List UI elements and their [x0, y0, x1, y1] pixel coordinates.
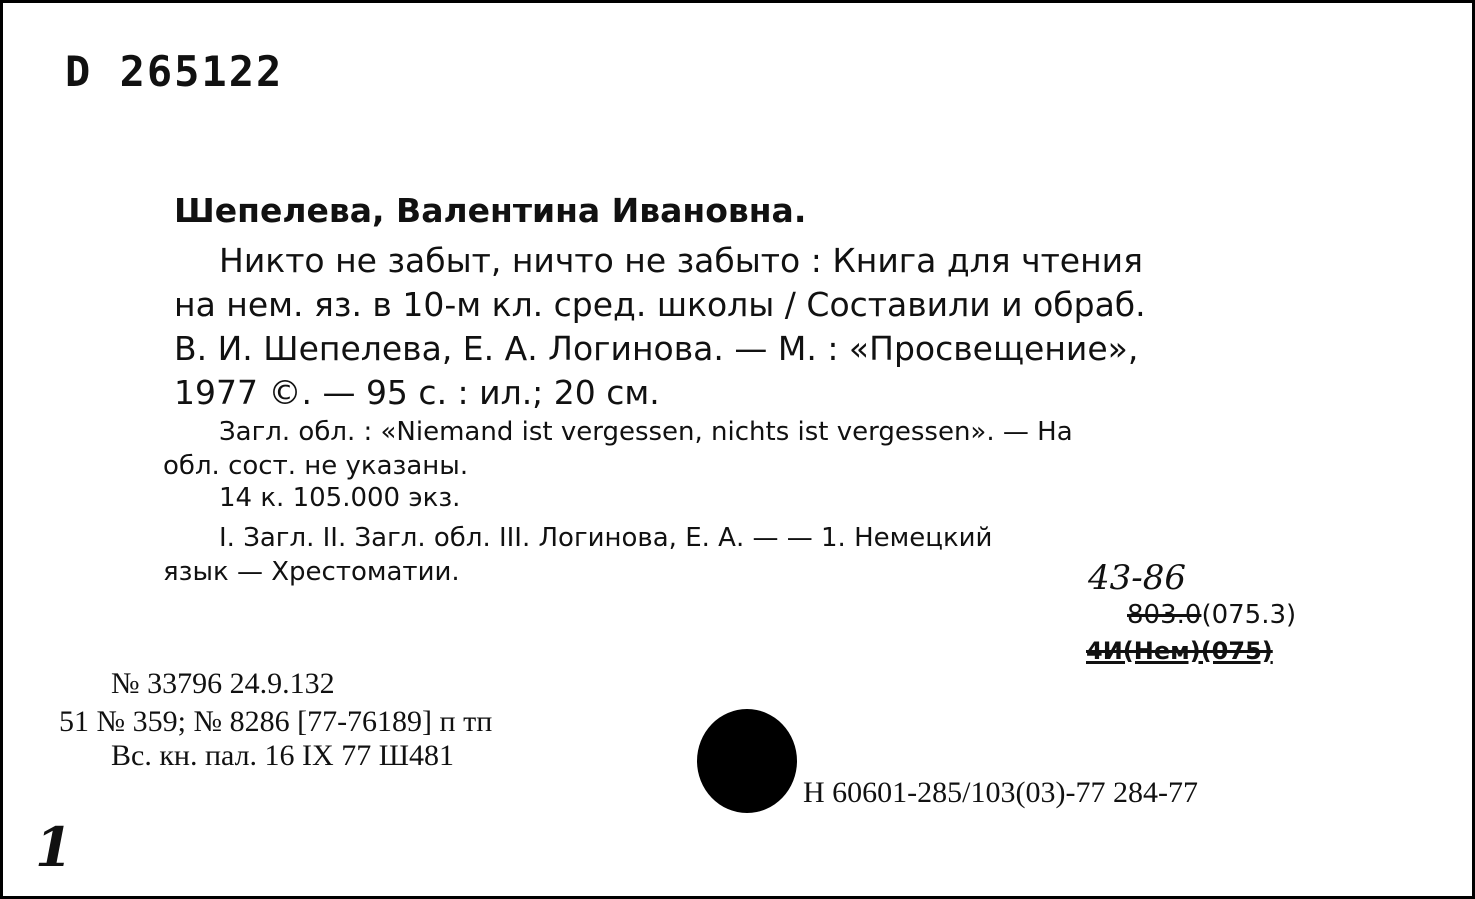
udc-classification: [1127, 600, 1296, 630]
call-number: D 265122: [65, 47, 284, 96]
imprint-line-3: Вс. кн. пал. 16 IX 77 Ш481: [111, 739, 454, 772]
title-line-3: В. И. Шепелева, Е. А. Логинова. — М. : «Просвещение»,: [174, 329, 1139, 368]
handwritten-number: 43-86: [1088, 558, 1187, 598]
udc-rest: (075.3): [1201, 600, 1297, 630]
title-line-4: 1977 ©. — 95 с. : ил.; 20 см.: [174, 373, 660, 412]
note-line-5: язык — Хрестоматии.: [163, 557, 460, 587]
punch-hole-mark: [697, 709, 797, 813]
imprint-line-1: № 33796 24.9.132: [111, 667, 335, 700]
title-line-2: на нем. яз. в 10-м кл. сред. школы / Составили и обраб.: [174, 285, 1146, 324]
udc-struck: 803.0: [1127, 600, 1202, 630]
imprint-line-2: 51 № 359; № 8286 [77-76189] п тп: [59, 705, 493, 738]
note-line-2: обл. сост. не указаны.: [163, 451, 469, 481]
note-line-3: 14 к. 105.000 экз.: [219, 483, 461, 513]
bbk-classification-struck: 4И(Нем)(075): [1086, 637, 1273, 665]
corner-handwritten-mark: 1: [35, 815, 73, 879]
price-line: Н 60601-285/103(03)-77 284-77: [803, 776, 1198, 809]
note-line-1: Загл. обл. : «Niemand ist vergessen, nichts ist vergessen». — На: [219, 417, 1073, 447]
author-heading: Шепелева, Валентина Ивановна.: [174, 191, 807, 230]
note-line-4: I. Загл. II. Загл. обл. III. Логинова, Е. А. — — 1. Немецкий: [219, 523, 993, 553]
title-line-1: Никто не забыт, ничто не забыто : Книга для чтения: [219, 241, 1143, 280]
